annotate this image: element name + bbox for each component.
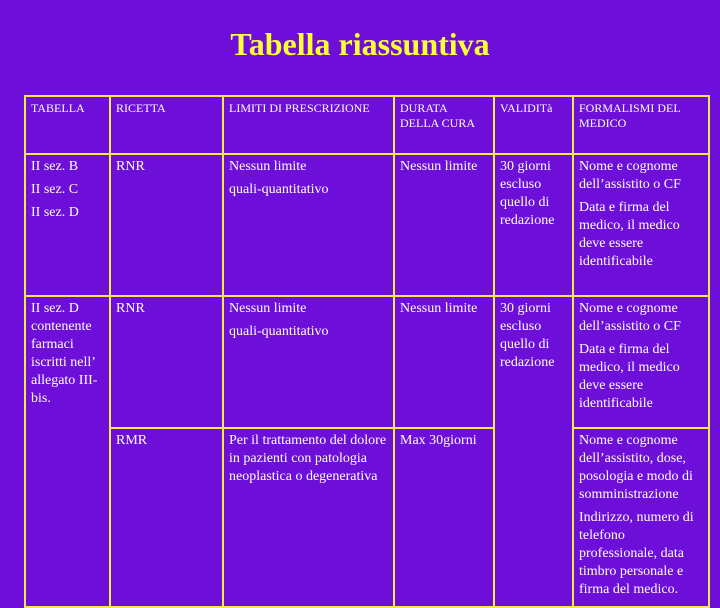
table-row [25,296,709,428]
cell-ricetta: RNR [110,296,223,428]
cell-line: Data e firma del medico, il medico deve essere identificabile [579,342,680,411]
cell-line: II sez. B [31,159,79,174]
cell-line: II sez. D [31,205,79,220]
header-limiti: LIMITI DI PRESCRIZIONE [223,96,394,154]
cell-tabella: II sez. D contenente farmaci iscritti nell’ allegato III-bis. [25,296,110,607]
cell-line: Data e firma del medico, il medico deve essere identificabile [579,200,680,269]
cell-limiti [223,154,394,296]
cell-ricetta: RMR [110,428,223,607]
cell-line: quali-quantitativo [229,324,329,339]
summary-table [24,95,710,608]
cell-line: quali-quantitativo [229,182,329,197]
cell-durata: Nessun limite [394,154,494,296]
header-formalismi: FORMALISMI DEL MEDICO [573,96,709,154]
cell-limiti [223,296,394,428]
cell-formalismi [573,154,709,296]
cell-validita: 30 giorni escluso quello di redazione [494,154,573,296]
table-row [25,154,709,296]
cell-formalismi [573,296,709,428]
header-tabella: TABELLA [25,96,110,154]
table-row [25,428,709,607]
cell-validita: 30 giorni escluso quello di redazione [494,296,573,607]
header-ricetta: RICETTA [110,96,223,154]
header-durata: DURATA DELLA CURA [394,96,494,154]
cell-formalismi [573,428,709,607]
table-header-row [25,96,709,154]
cell-durata: Nessun limite [394,296,494,428]
cell-line: Nome e cognome dell’assistito o CF [579,301,681,334]
cell-limiti: Per il trattamento del dolore in pazienti con patologia neoplastica o degenerativa [223,428,394,607]
cell-ricetta: RNR [110,154,223,296]
header-validita: VALIDITà [494,96,573,154]
cell-line: Nome e cognome dell’assistito, dose, posologia e modo di somministrazione [579,433,693,502]
cell-tabella [25,154,110,296]
cell-line: Nome e cognome dell’assistito o CF [579,159,681,192]
cell-line: Indirizzo, numero di telefono professionale, data timbro personale e firma del medico. [579,510,694,597]
slide-title: Tabella riassuntiva [230,26,490,62]
cell-line: Nessun limite [229,301,307,316]
cell-durata: Max 30giorni [394,428,494,607]
cell-line: II sez. C [31,182,79,197]
cell-line: Nessun limite [229,159,307,174]
